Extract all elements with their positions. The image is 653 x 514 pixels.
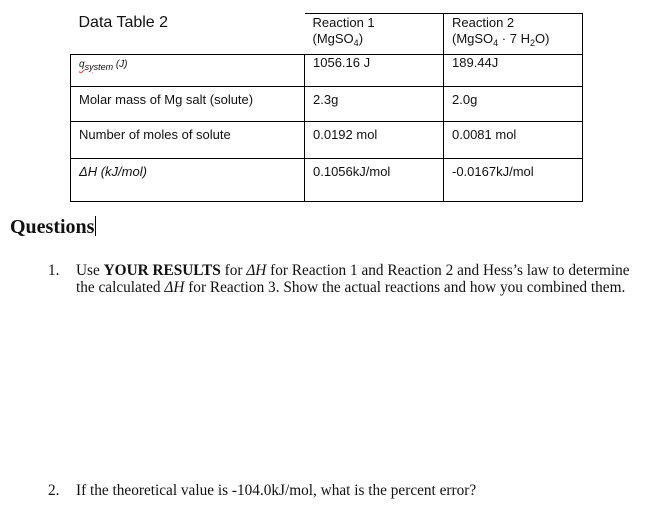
table-header-row	[71, 14, 583, 55]
cell-reaction-1: 0.0192 mol	[305, 122, 444, 159]
question-number: 1.	[48, 262, 60, 279]
question-number: 2.	[48, 482, 60, 499]
text-cursor	[95, 216, 96, 236]
questions-heading: Questions	[10, 216, 95, 238]
table-row	[71, 87, 583, 122]
cell-reaction-2: 2.0g	[444, 87, 583, 122]
column-header-reaction-1: Reaction 1 (MgSO$_4$)	[305, 14, 444, 55]
question-text: If the theoretical value is -104.0kJ/mol, what is the percent error?	[76, 482, 477, 499]
cell-q-reaction-1: 1056.16 J	[305, 55, 444, 87]
data-table-2	[70, 13, 583, 202]
cell-reaction-1: 0.1056kJ/mol	[305, 159, 444, 202]
question-1	[48, 262, 648, 296]
table-title: Data Table 2	[78, 13, 169, 31]
row-label: Molar mass of Mg salt (solute)	[71, 87, 305, 122]
row-label: Number of moles of solute	[71, 122, 305, 159]
cell-q-reaction-2: 189.44J	[444, 55, 583, 87]
table-row	[71, 122, 583, 159]
row-label: ΔH (kJ/mol)	[71, 159, 305, 202]
table-row-q-system	[71, 55, 583, 87]
question-2	[48, 482, 648, 499]
cell-reaction-2: 0.0081 mol	[444, 122, 583, 159]
table-row	[71, 159, 583, 202]
row-label-q-system: qsystem (J)	[71, 55, 305, 87]
cell-reaction-2: -0.0167kJ/mol	[444, 159, 583, 202]
cell-reaction-1: 2.3g	[305, 87, 444, 122]
question-text: Use YOUR RESULTS for ΔH for Reaction 1 and Reaction 2 and Hess’s law to determine the calculated ΔH for Reaction 3. Show the actual reactions and how you combined them.	[76, 262, 630, 296]
column-header-reaction-2: Reaction 2 (MgSO$_4$ · 7 $H_2O$)	[444, 14, 583, 55]
